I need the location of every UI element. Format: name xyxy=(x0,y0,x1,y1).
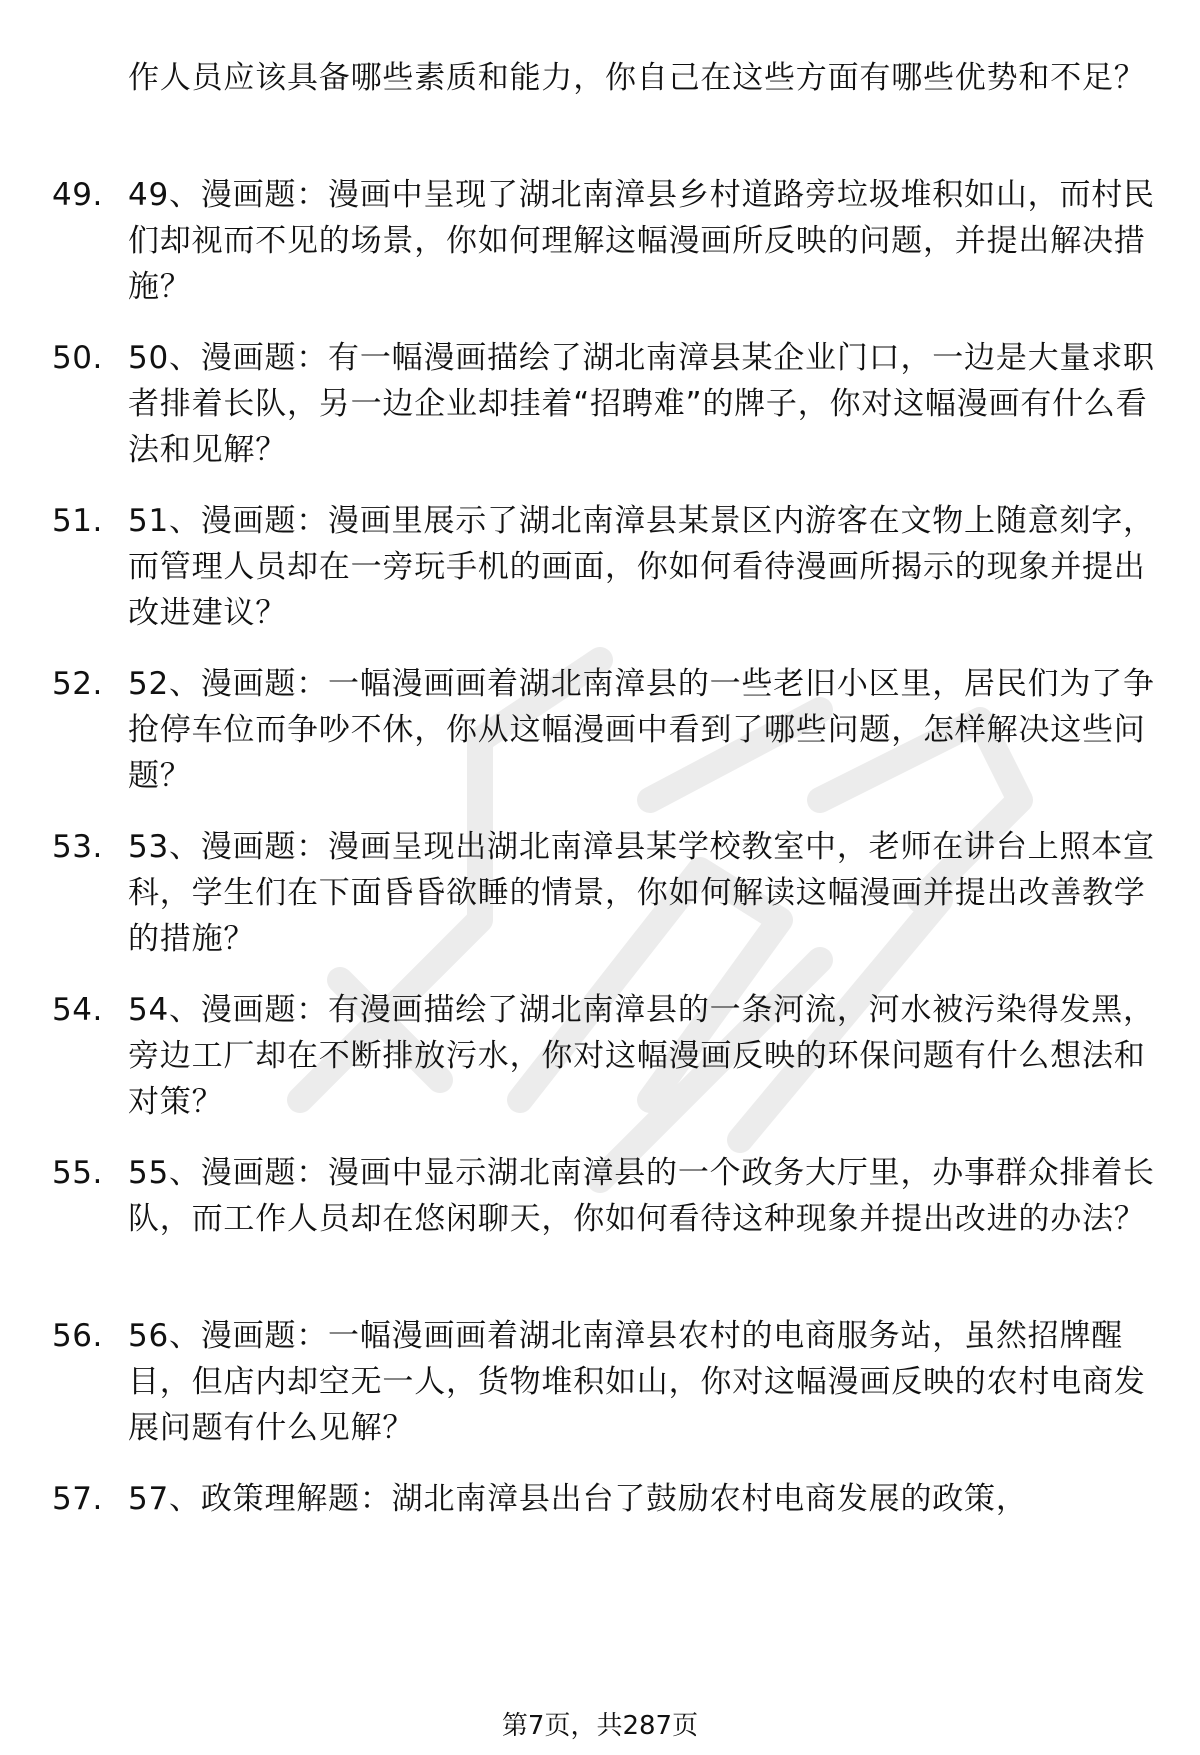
question-number: 53. xyxy=(52,829,103,865)
question-text: 53、漫画题：漫画呈现出湖北南漳县某学校教室中，老师在讲台上照本宣科，学生们在下面昏昏欲睡的情景，你如何解读这幅漫画并提出改善教学的措施？ xyxy=(128,829,1155,957)
question-text: 49、漫画题：漫画中呈现了湖北南漳县乡村道路旁垃圾堆积如山，而村民们却视而不见的场景，你如何理解这幅漫画所反映的问题，并提出解决措施？ xyxy=(128,177,1155,305)
question-number: 56. xyxy=(52,1318,103,1354)
continuation-text: 作人员应该具备哪些素质和能力，你自己在这些方面有哪些优势和不足？ xyxy=(128,60,1146,96)
question-text: 57、政策理解题：湖北南漳县出台了鼓励农村电商发展的政策， xyxy=(128,1481,1028,1517)
question-number: 50. xyxy=(52,340,103,376)
question-number: 57. xyxy=(52,1481,103,1517)
question-number: 52. xyxy=(52,666,103,702)
question-text: 56、漫画题：一幅漫画画着湖北南漳县农村的电商服务站，虽然招牌醒目，但店内却空无一人，货物堆积如山，你对这幅漫画反映的农村电商发展问题有什么见解？ xyxy=(128,1318,1146,1446)
page-number-footer: 第7页，共287页 xyxy=(501,1711,699,1741)
question-number: 49. xyxy=(52,177,103,213)
question-text: 54、漫画题：有漫画描绘了湖北南漳县的一条河流，河水被污染得发黑，旁边工厂却在不断排放污水，你对这幅漫画反映的环保问题有什么想法和对策？ xyxy=(128,992,1155,1120)
question-text: 51、漫画题：漫画里展示了湖北南漳县某景区内游客在文物上随意刻字，而管理人员却在一旁玩手机的画面，你如何看待漫画所揭示的现象并提出改进建议？ xyxy=(128,503,1155,631)
question-text: 50、漫画题：有一幅漫画描绘了湖北南漳县某企业门口，一边是大量求职者排着长队，另一边企业却挂着“招聘难”的牌子，你对这幅漫画有什么看法和见解？ xyxy=(128,340,1155,468)
question-number: 51. xyxy=(52,503,103,539)
question-number: 54. xyxy=(52,992,103,1028)
question-text: 55、漫画题：漫画中显示湖北南漳县的一个政务大厅里，办事群众排着长队，而工作人员却在悠闲聊天，你如何看待这种现象并提出改进的办法？ xyxy=(128,1155,1155,1237)
question-text: 52、漫画题：一幅漫画画着湖北南漳县的一些老旧小区里，居民们为了争抢停车位而争吵不休，你从这幅漫画中看到了哪些问题，怎样解决这些问题？ xyxy=(128,666,1155,794)
question-number: 55. xyxy=(52,1155,103,1191)
